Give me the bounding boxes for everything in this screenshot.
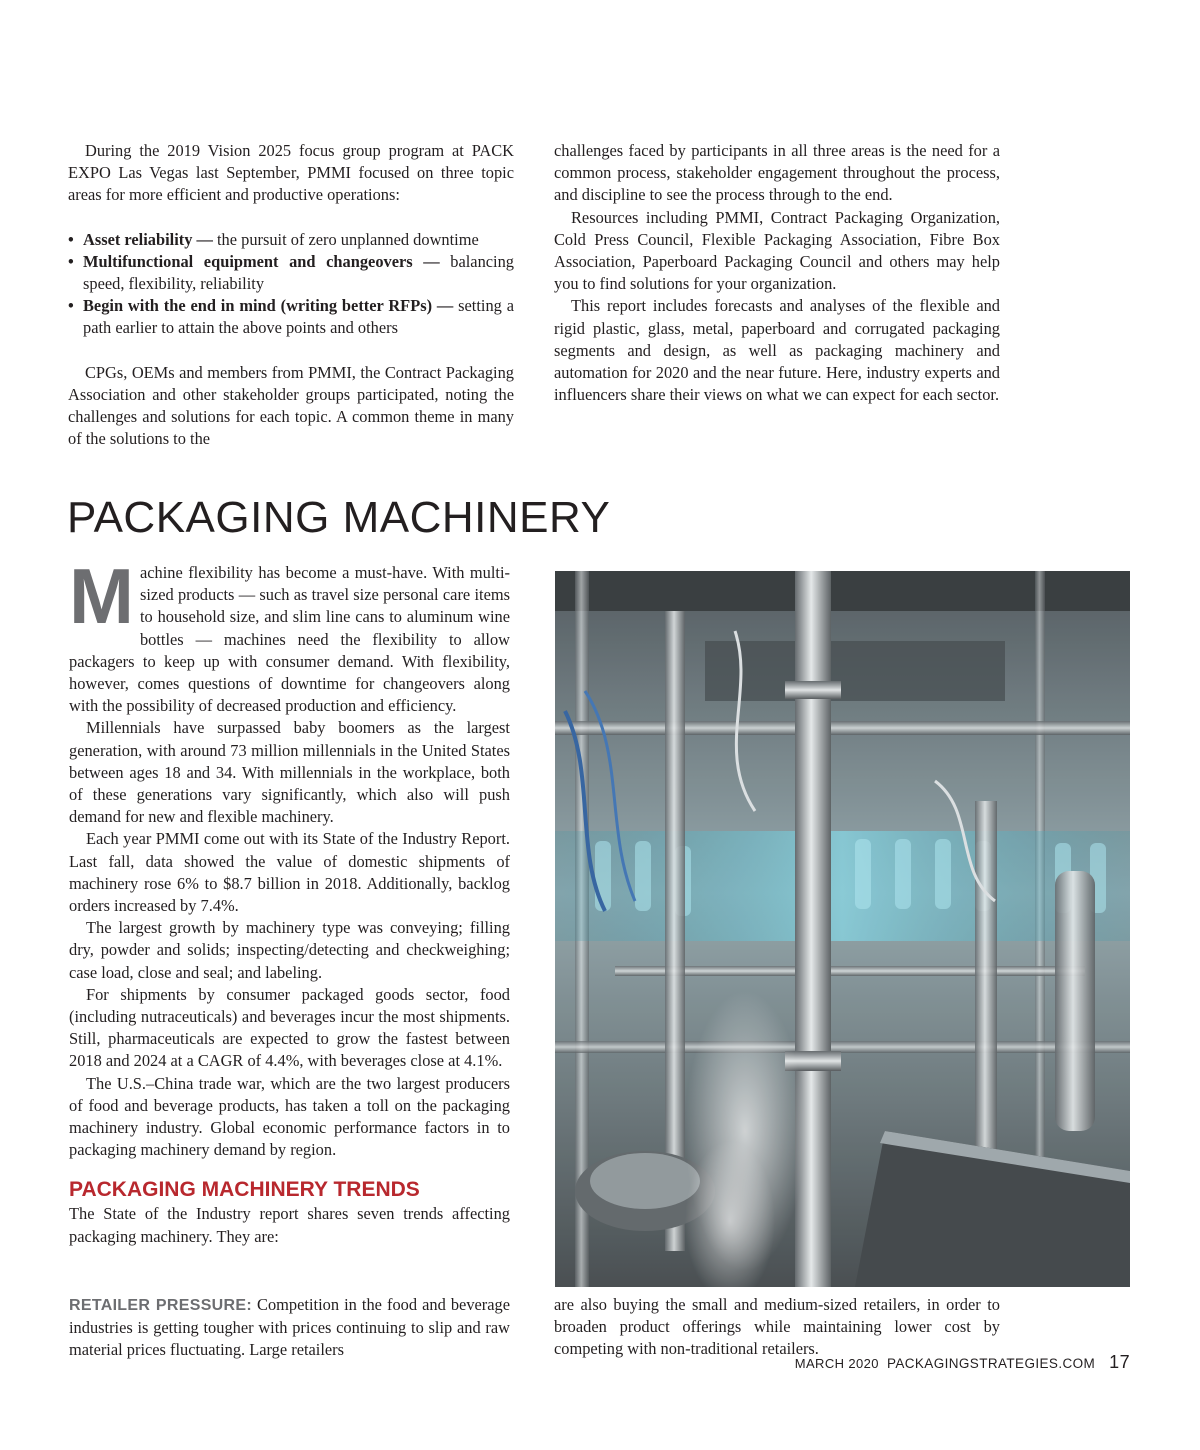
paragraph-text: Competition in the food and beverage industries is getting tougher with prices continuing to slip and raw material prices fluctuating. Large retailers	[69, 1295, 510, 1360]
focus-area-item	[68, 295, 514, 339]
body-paragraph: For shipments by consumer packaged goods sector, food (including nutraceuticals) and beverages incur the most shipments. Still, pharmaceuticals are expected to grow the fastest between 2018 and 2024 at a CAGR of 4.4%, with beverages close at 4.1%.	[69, 984, 510, 1071]
body-paragraph: The U.S.–China trade war, which are the two largest producers of food and beverage products, has taken a toll on the packaging machinery industry. Global economic performance factors in to packaging machinery demand by region.	[69, 1073, 510, 1160]
drop-cap: M	[69, 552, 134, 640]
intro-right-column	[554, 140, 1000, 406]
body-paragraph: are also buying the small and medium-sized retailers, in order to broaden product offerings while maintaining lower cost by competing with non-traditional retailers.	[554, 1295, 1000, 1359]
bottom-right-column	[554, 1294, 1000, 1361]
focus-area-item	[68, 251, 514, 295]
paragraph-text: achine flexibility has become a must-have. With multi-sized products — such as travel size personal care items to household size, and slim line cans to aluminum wine bottles — machines need the flexibility to allow packagers to keep up with consumer demand. With flexibility, however, comes questions of downtime for changeovers along with the possibility of decreased production and efficiency.	[69, 563, 510, 716]
intro-paragraph: During the 2019 Vision 2025 focus group program at PACK EXPO Las Vegas last September, PMMI focused on three topic areas for more efficient and productive operations:	[68, 141, 514, 205]
body-paragraph: Each year PMMI come out with its State of the Industry Report. Last fall, data showed the value of domestic shipments of machinery rose 6% to $8.7 billion in 2018. Additionally, backlog orders increased by 7.4%.	[69, 829, 510, 916]
body-paragraph: The State of the Industry report shares seven trends affecting packaging machinery. They are:	[69, 1204, 510, 1246]
issue-date: MARCH 2020	[794, 1356, 879, 1371]
body-paragraph: The largest growth by machinery type was conveying; filling dry, powder and solids; inspecting/detecting and checkweighing; case load, close and seal; and labeling.	[69, 918, 510, 982]
body-paragraph	[69, 552, 510, 717]
run-in-heading: RETAILER PRESSURE:	[69, 1297, 252, 1314]
focus-area-label: Multifunctional equipment and changeovers —	[83, 251, 440, 271]
page-footer	[795, 1352, 1130, 1373]
bottom-left-column	[69, 1294, 510, 1362]
trends-subhead: PACKAGING MACHINERY TRENDS	[69, 1178, 420, 1202]
main-left-column	[69, 552, 510, 1248]
body-paragraph: Millennials have surpassed baby boomers as the largest generation, with around 73 million millennials in the United States between ages 18 and 34. With millennials in the workplace, both of these generations vary significantly, which also will push demand for new and flexible machinery.	[69, 718, 510, 827]
machinery-photo	[555, 571, 1130, 1287]
focus-area-label: Asset reliability —	[83, 229, 213, 249]
intro-paragraph: CPGs, OEMs and members from PMMI, the Contract Packaging Association and other stakeholder groups participated, noting the challenges and solutions for each topic. A common theme in many of the solutions to the	[68, 362, 514, 449]
focus-areas-list	[68, 229, 514, 340]
focus-area-text: setting a path earlier to attain the above points and others	[83, 296, 514, 338]
body-paragraph	[69, 1294, 510, 1362]
focus-area-text: balancing speed, flexibility, reliability	[83, 251, 514, 294]
website-name: PACKAGINGSTRATEGIES.COM	[886, 1356, 1096, 1371]
page-number: 17	[1109, 1352, 1130, 1372]
machinery-photo-illustration	[555, 571, 1130, 1287]
intro-paragraph: This report includes forecasts and analyses of the flexible and rigid plastic, glass, metal, paperboard and corrugated packaging segments and design, as well as packaging machinery and automation for 2020 and the near future. Here, industry experts and influencers share their views on what we can expect for each sector.	[554, 296, 1000, 405]
intro-paragraph: challenges faced by participants in all three areas is the need for a common process, stakeholder engagement throughout the process, and discipline to see the process through to the end.	[554, 141, 1000, 205]
focus-area-text: the pursuit of zero unplanned downtime	[212, 229, 479, 249]
focus-area-label: Begin with the end in mind (writing better RFPs) —	[83, 296, 454, 316]
intro-paragraph: Resources including PMMI, Contract Packaging Organization, Cold Press Council, Flexible Packaging Association, Fibre Box Association, Paperboard Packaging Council and others may help you to find solutions for your organization.	[554, 207, 1000, 294]
intro-left-column	[68, 140, 514, 450]
section-title: PACKAGING MACHINERY	[67, 493, 611, 542]
focus-area-item	[68, 229, 514, 251]
